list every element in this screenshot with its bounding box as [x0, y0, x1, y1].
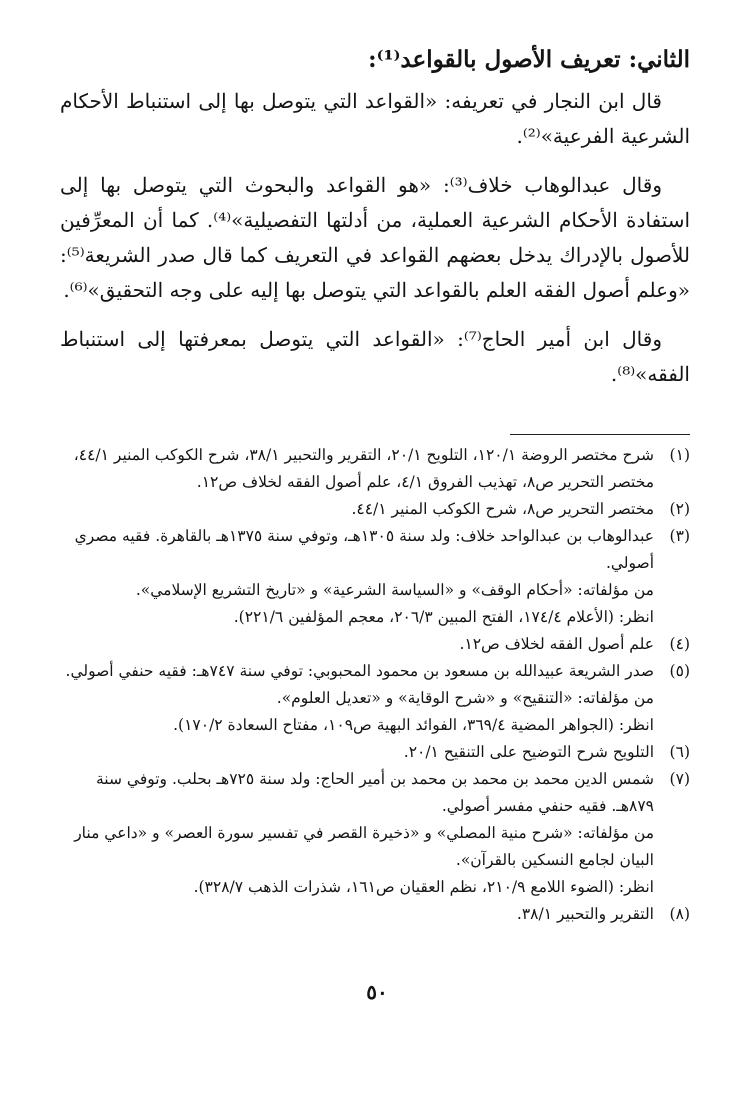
page-number: ٥٠	[366, 980, 388, 1004]
footnote-line: التلويح شرح التوضيح على التنقيح ٢٠/١.	[403, 743, 654, 761]
footnote-line: من مؤلفاته: «أحكام الوقف» و «السياسة الشرعية» و «تاريخ التشريع الإسلامي».	[135, 581, 654, 599]
footnote-line: شمس الدين محمد بن محمد بن محمد بن أمير الحاج: ولد سنة ٧٢٥هـ بحلب. وتوفي سنة ٨٧٩هـ. فقيه حنفي مفسر أصولي.	[96, 770, 654, 815]
footnote	[60, 523, 690, 631]
footnote	[60, 739, 690, 766]
footnote-line: مختصر التحرير ص٨، شرح الكوكب المنير ٤٤/١.	[351, 500, 654, 518]
section-heading: الثاني: تعريف الأصول بالقواعد⁽¹⁾:	[368, 46, 690, 73]
footnote	[60, 496, 690, 523]
footnote-line: علم أصول الفقه لخلاف ص١٢.	[459, 635, 654, 653]
footnote-number: (٣)	[669, 527, 690, 545]
footnote	[60, 766, 690, 901]
footnote-line: صدر الشريعة عبيدالله بن مسعود بن محمود المحبوبي: توفي سنة ٧٤٧هـ: فقيه حنفي أصولي.	[65, 662, 654, 680]
footnote-number: (٨)	[669, 905, 690, 923]
footnote-number: (٧)	[669, 770, 690, 788]
footnote	[60, 631, 690, 658]
footnote-number: (٥)	[669, 662, 690, 680]
footnote-line: من مؤلفاته: «شرح منية المصلي» و «ذخيرة القصر في تفسير سورة العصر» و «داعي منار البيان لجامع النسكين بالقرآن».	[74, 824, 654, 869]
footnote-line: انظر: (الجواهر المضية ٣٦٩/٤، الفوائد البهية ص١٠٩، مفتاح السعادة ١٧٠/٢).	[173, 716, 654, 734]
paragraph-ibn-amir-hajj: وقال ابن أمير الحاج⁽⁷⁾: «القواعد التي يتوصل بمعرفتها إلى استنباط الفقه»⁽⁸⁾.	[60, 327, 690, 386]
footnote	[60, 901, 690, 928]
paragraph-ibn-najjar: قال ابن النجار في تعريفه: «القواعد التي يتوصل بها إلى استنباط الأحكام الشرعية الفرعية»⁽²⁾.	[60, 89, 690, 148]
footnote-number: (٤)	[669, 635, 690, 653]
main-text	[60, 38, 690, 406]
footnote-number: (٦)	[669, 743, 690, 761]
footnote	[60, 442, 690, 496]
footnote-line: من مؤلفاته: «التنقيح» و «شرح الوقاية» و «تعديل العلوم».	[276, 689, 654, 707]
footnote-line: انظر: (الضوء اللامع ٢١٠/٩، نظم العقيان ص١٦١، شذرات الذهب ٣٢٨/٧).	[193, 878, 654, 896]
footnote-line: عبدالوهاب بن عبدالواحد خلاف: ولد سنة ١٣٠٥هـ، وتوفي سنة ١٣٧٥هـ بالقاهرة. فقيه مصري أصولي.	[74, 527, 654, 572]
footnote-number: (٢)	[669, 500, 690, 518]
footnote-line: شرح مختصر الروضة ١٢٠/١، التلويح ٢٠/١، التقرير والتحبير ٣٨/١، شرح الكوكب المنير ٤٤/١، مختصر التحرير ص٨، تهذيب الفروق ٤/١، علم أصول الفقه لخلاف ص١٢.	[73, 446, 654, 491]
paragraph-khallaf: وقال عبدالوهاب خلاف⁽³⁾: «هو القواعد والبحوث التي يتوصل بها إلى استفادة الأحكام الشرعية العملية، من أدلتها التفصيلية»⁽⁴⁾. كما أن المعرِّفين للأصول بالإدراك يدخل بعضهم القواعد في التعريف كما قال صدر الشريعة⁽⁵⁾: «وعلم أصول الفقه العلم بالقواعد التي يتوصل بها إليه على وجه التحقيق»⁽⁶⁾.	[60, 173, 691, 302]
footnote-line: التقرير والتحبير ٣٨/١.	[516, 905, 654, 923]
footnote-separator	[510, 434, 690, 435]
footnotes	[60, 442, 690, 928]
footnote-number: (١)	[669, 446, 690, 464]
footnote-line: انظر: (الأعلام ١٧٤/٤، الفتح المبين ٢٠٦/٣، معجم المؤلفين ٢٢١/٦).	[233, 608, 654, 626]
footnote	[60, 658, 690, 739]
